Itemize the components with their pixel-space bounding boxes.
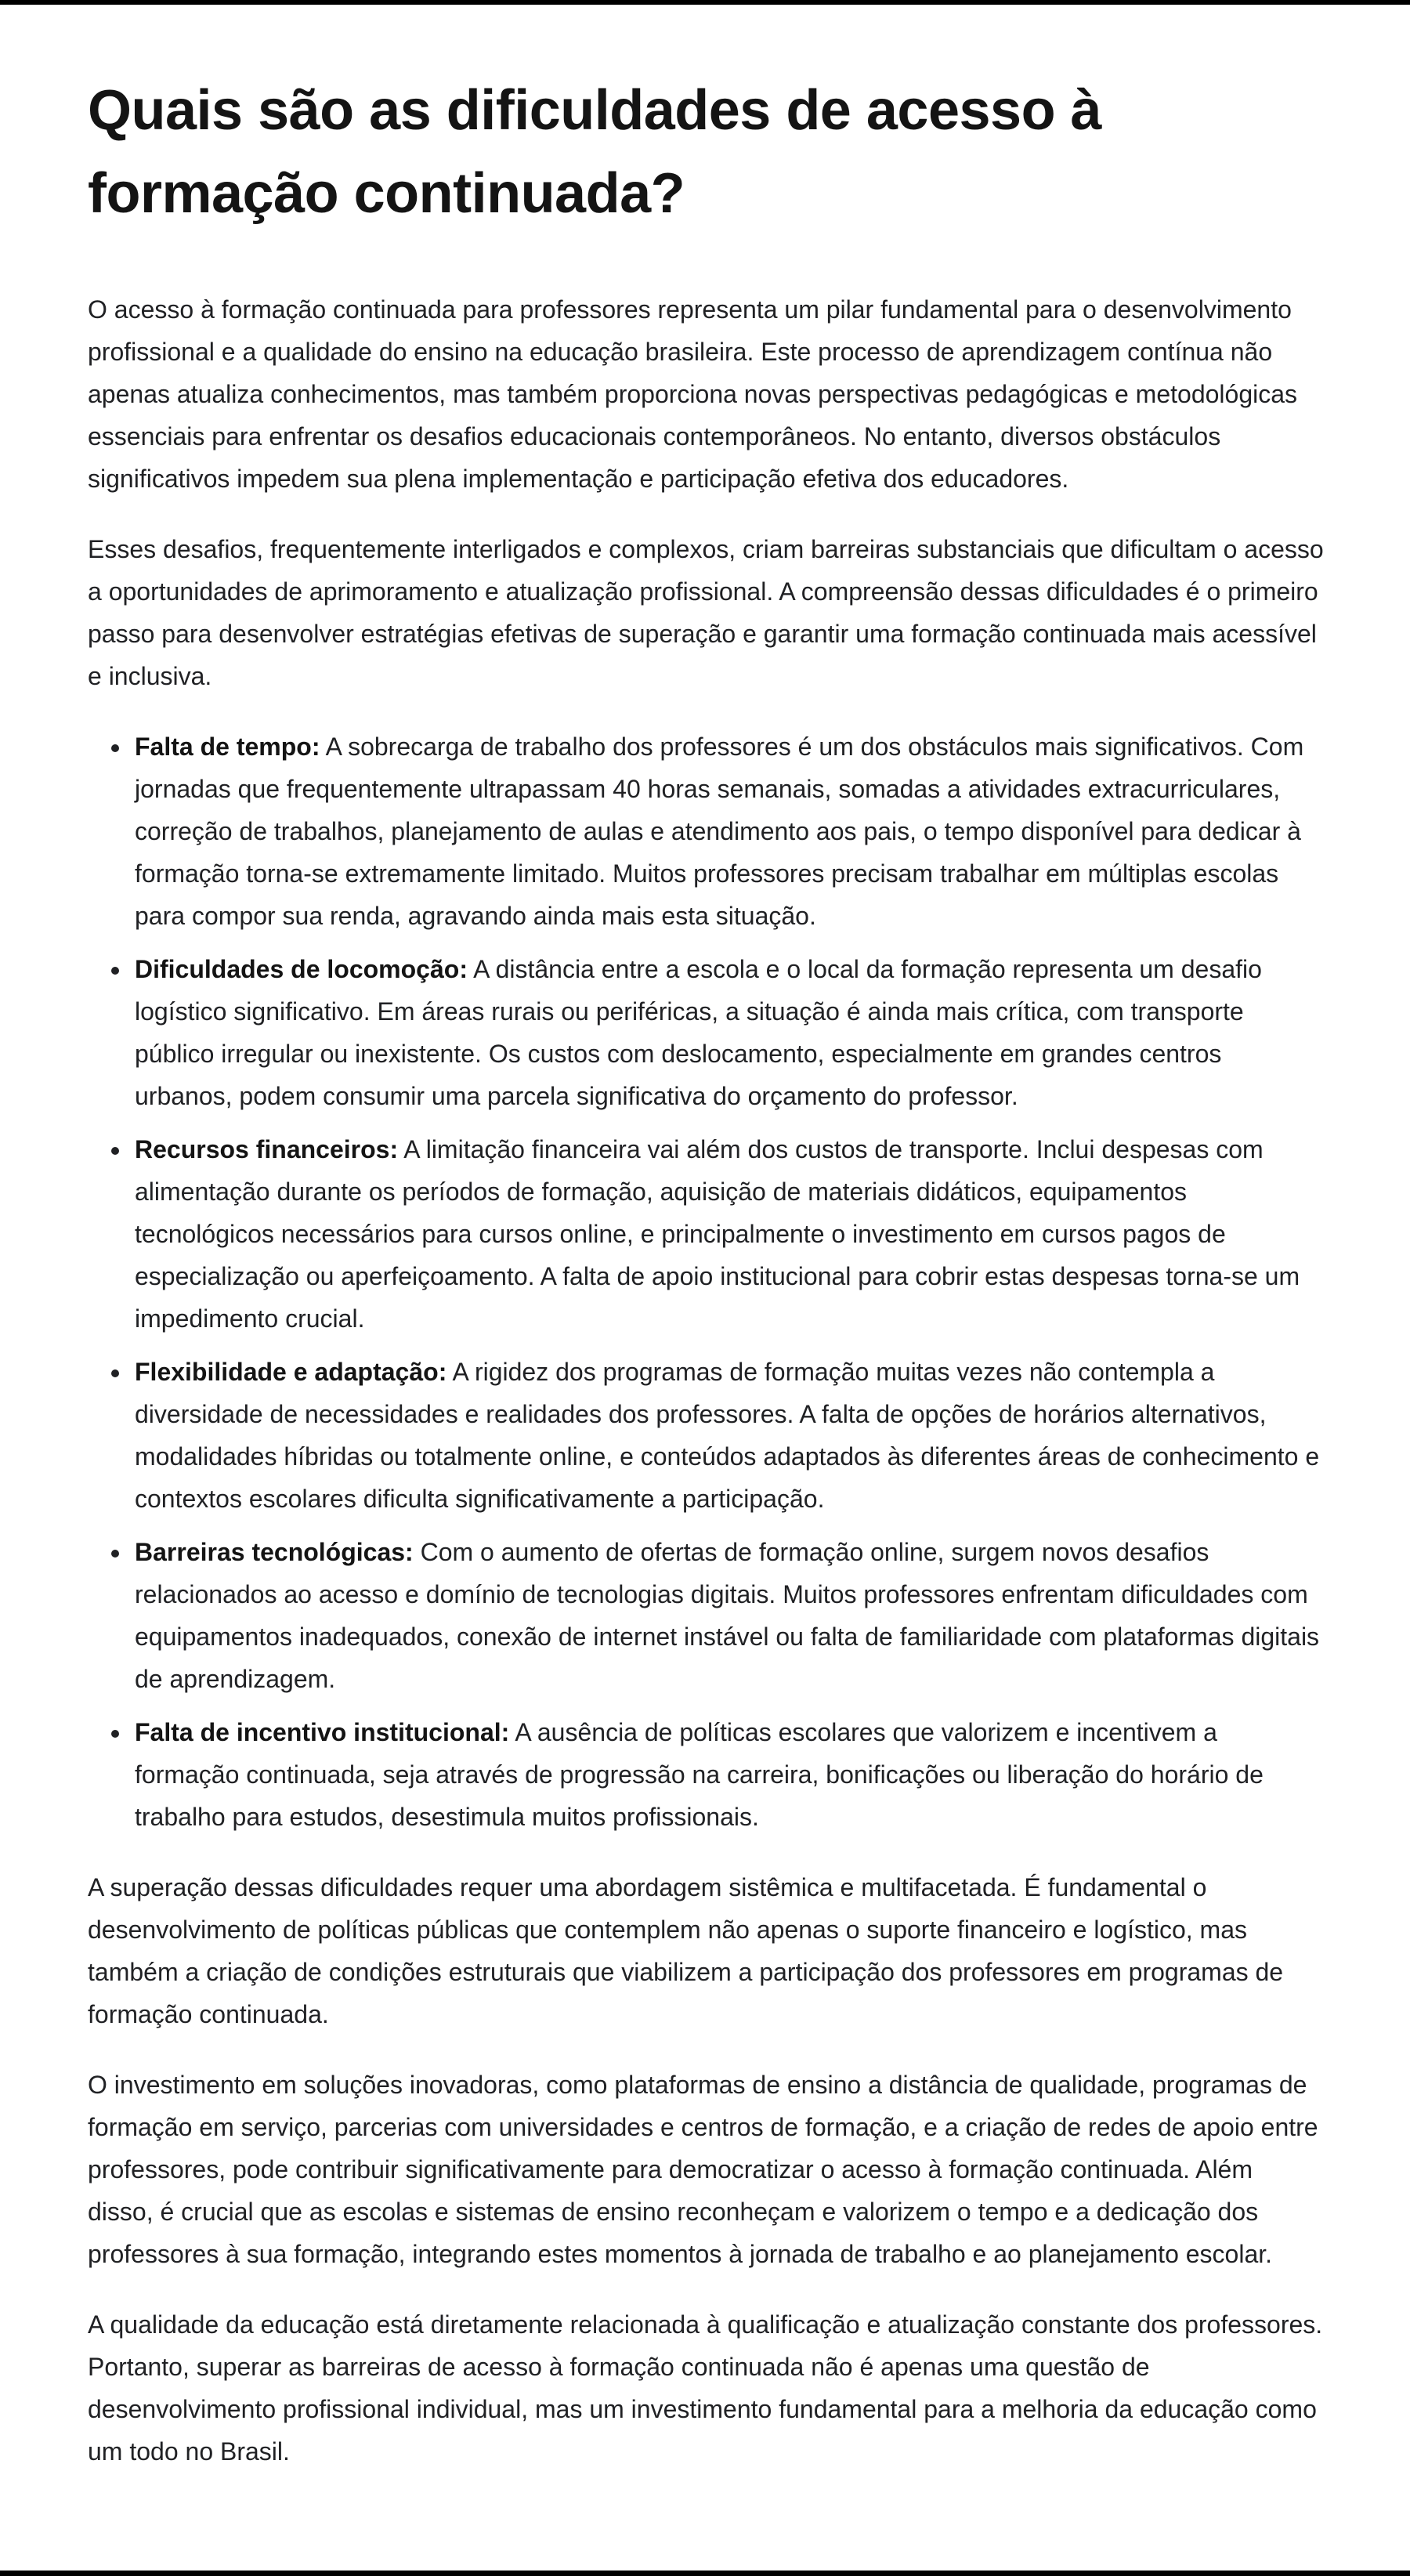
- list-item-text: A ausência de políticas escolares que valorizem e incentivem a formação continuada, seja através de progressão na carreira, bonificações ou liberação do horário de trabalho para estudos, desestimula muitos profissionais.: [135, 1718, 1264, 1831]
- bottom-border: [0, 2571, 1410, 2576]
- list-item-barreiras-tecnologicas: [132, 1531, 1324, 1700]
- list-item-label: Falta de incentivo institucional:: [135, 1718, 510, 1746]
- list-item-label: Flexibilidade e adaptação:: [135, 1358, 447, 1386]
- list-item-text: A distância entre a escola e o local da formação representa um desafio logístico significativo. Em áreas rurais ou periféricas, a situação é ainda mais crítica, com transporte público irregular ou inexistente. Os custos com deslocamento, especialmente em grandes centros urbanos, podem consumir uma parcela significativa do orçamento do professor.: [135, 955, 1262, 1110]
- list-item-text: Com o aumento de ofertas de formação online, surgem novos desafios relacionados ao acesso e domínio de tecnologias digitais. Muitos professores enfrentam dificuldades com equipamentos inadequados, conexão de internet instável ou falta de familiaridade com plataformas digitais de aprendizagem.: [135, 1538, 1320, 1693]
- list-item-text: A rigidez dos programas de formação muitas vezes não contempla a diversidade de necessidades e realidades dos professores. A falta de opções de horários alternativos, modalidades híbridas ou totalmente online, e conteúdos adaptados às diferentes áreas de conhecimento e contextos escolares dificulta significativamente a participação.: [135, 1358, 1320, 1513]
- list-item-label: Falta de tempo:: [135, 733, 320, 761]
- difficulties-list: [88, 725, 1324, 1838]
- list-item-recursos-financeiros: [132, 1128, 1324, 1340]
- closing-paragraph-3: A qualidade da educação está diretamente relacionada à qualificação e atualização constante dos professores. Portanto, superar as barreiras de acesso à formação continuada não é apenas uma questão de desenvolvimento profissional individual, mas um investimento fundamental para a melhoria da educação como um todo no Brasil.: [88, 2310, 1323, 2466]
- intro-paragraph-1: O acesso à formação continuada para professores representa um pilar fundamental para o desenvolvimento profissional e a qualidade do ensino na educação brasileira. Este processo de aprendizagem contínua não apenas atualiza conhecimentos, mas também proporciona novas perspectivas pedagógicas e metodológicas essenciais para enfrentar os desafios educacionais contemporâneos. No entanto, diversos obstáculos significativos impedem sua plena implementação e participação efetiva dos educadores.: [88, 295, 1298, 493]
- list-item-falta-de-incentivo-institucional: [132, 1711, 1324, 1838]
- intro-paragraph-2: Esses desafios, frequentemente interligados e complexos, criam barreiras substanciais que dificultam o acesso a oportunidades de aprimoramento e atualização profissional. A compreensão dessas dificuldades é o primeiro passo para desenvolver estratégias efetivas de superação e garantir uma formação continuada mais acessível e inclusiva.: [88, 535, 1324, 690]
- list-item-label: Dificuldades de locomoção:: [135, 955, 468, 983]
- list-item-text: A limitação financeira vai além dos custos de transporte. Inclui despesas com alimentação durante os períodos de formação, aquisição de materiais didáticos, equipamentos tecnológicos necessários para cursos online, e principalmente o investimento em cursos pagos de especialização ou aperfeiçoamento. A falta de apoio institucional para cobrir estas despesas torna-se um impedimento crucial.: [135, 1135, 1300, 1333]
- list-item-text: A sobrecarga de trabalho dos professores é um dos obstáculos mais significativos. Com jornadas que frequentemente ultrapassam 40 horas semanais, somadas a atividades extracurriculares, correção de trabalhos, planejamento de aulas e atendimento aos pais, o tempo disponível para dedicar à formação torna-se extremamente limitado. Muitos professores precisam trabalhar em múltiplas escolas para compor sua renda, agravando ainda mais esta situação.: [135, 733, 1304, 930]
- closing-paragraph-2: O investimento em soluções inovadoras, como plataformas de ensino a distância de qualidade, programas de formação em serviço, parcerias com universidades e centros de formação, e a criação de redes de apoio entre professores, pode contribuir significativamente para democratizar o acesso à formação continuada. Além disso, é crucial que as escolas e sistemas de ensino reconheçam e valorizem o tempo e a dedicação dos professores à sua formação, integrando estes momentos à jornada de trabalho e ao planejamento escolar.: [88, 2071, 1318, 2268]
- article: [0, 5, 1410, 2473]
- list-item-dificuldades-de-locomocao: [132, 948, 1324, 1117]
- list-item-label: Barreiras tecnológicas:: [135, 1538, 414, 1566]
- list-item-label: Recursos financeiros:: [135, 1135, 399, 1163]
- closing-paragraph-1: A superação dessas dificuldades requer uma abordagem sistêmica e multifacetada. É fundamental o desenvolvimento de políticas públicas que contemplem não apenas o suporte financeiro e logístico, mas também a criação de condições estruturais que viabilizem a participação dos professores em programas de formação continuada.: [88, 1873, 1284, 2028]
- list-item-flexibilidade-e-adaptacao: [132, 1351, 1324, 1520]
- list-item-falta-de-tempo: [132, 725, 1324, 937]
- page-title: Quais são as dificuldades de acesso à formação continuada?: [88, 79, 1102, 225]
